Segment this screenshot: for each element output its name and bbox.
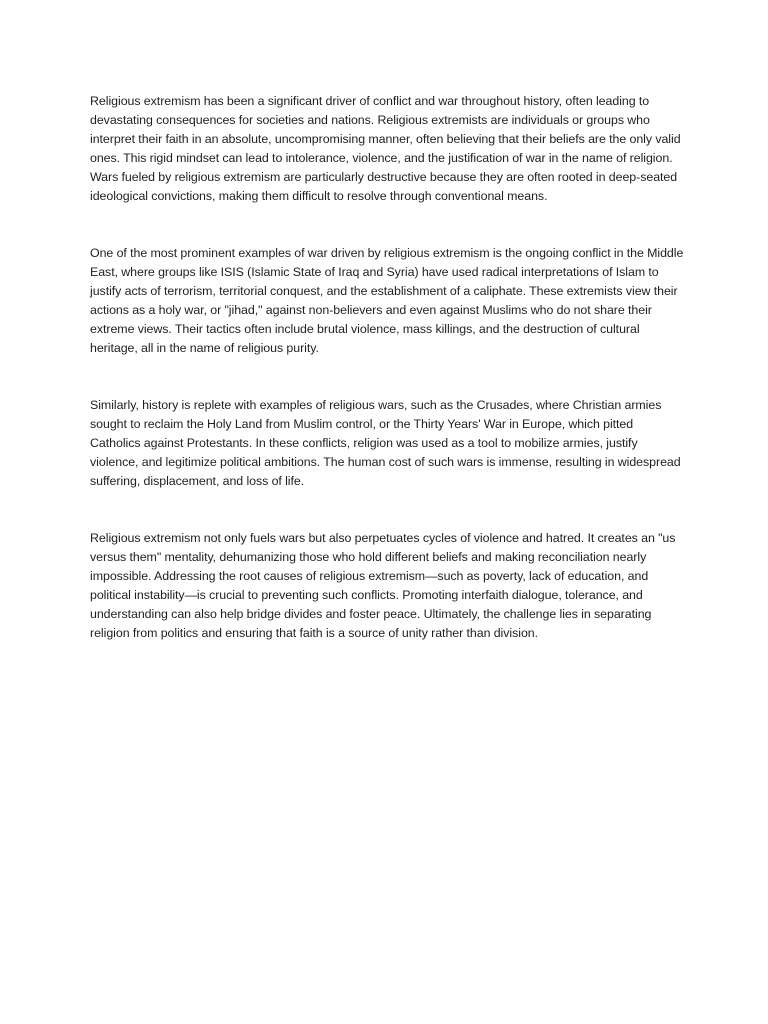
- paragraph-3: Similarly, history is replete with examples of religious wars, such as the Crusades, where Christian armies sought to reclaim the Holy Land from Muslim control, or the Thirty Years' War in Europe, which pitted Catholics against Protestants. In these conflicts, religion was used as a tool to mobilize armies, justify violence, and legitimize political ambitions. The human cost of such wars is immense, resulting in widespread suffering, displacement, and loss of life.: [90, 398, 681, 488]
- document-body: [90, 92, 686, 643]
- paragraph-4: Religious extremism not only fuels wars but also perpetuates cycles of violence and hatred. It creates an "us versus them" mentality, dehumanizing those who hold different beliefs and making reconciliation nearly impossible. Addressing the root causes of religious extremism—such as poverty, lack of education, and political instability—is crucial to preventing such conflicts. Promoting interfaith dialogue, tolerance, and understanding can also help bridge divides and foster peace. Ultimately, the challenge lies in separating religion from politics and ensuring that faith is a source of unity rather than division.: [90, 531, 676, 640]
- paragraph-1: Religious extremism has been a significant driver of conflict and war throughout history, often leading to devastating consequences for societies and nations. Religious extremists are individuals or groups who interpret their faith in an absolute, uncompromising manner, often believing that their beliefs are the only valid ones. This rigid mindset can lead to intolerance, violence, and the justification of war in the name of religion. Wars fueled by religious extremism are particularly destructive because they are often rooted in deep-seated ideological convictions, making them difficult to resolve through conventional means.: [90, 94, 681, 203]
- paragraph-2: One of the most prominent examples of war driven by religious extremism is the ongoing conflict in the Middle East, where groups like ISIS (Islamic State of Iraq and Syria) have used radical interpretations of Islam to justify acts of terrorism, territorial conquest, and the establishment of a caliphate. These extremists view their actions as a holy war, or "jihad," against non-believers and even against Muslims who do not share their extreme views. Their tactics often include brutal violence, mass killings, and the destruction of cultural heritage, all in the name of religious purity.: [90, 246, 684, 355]
